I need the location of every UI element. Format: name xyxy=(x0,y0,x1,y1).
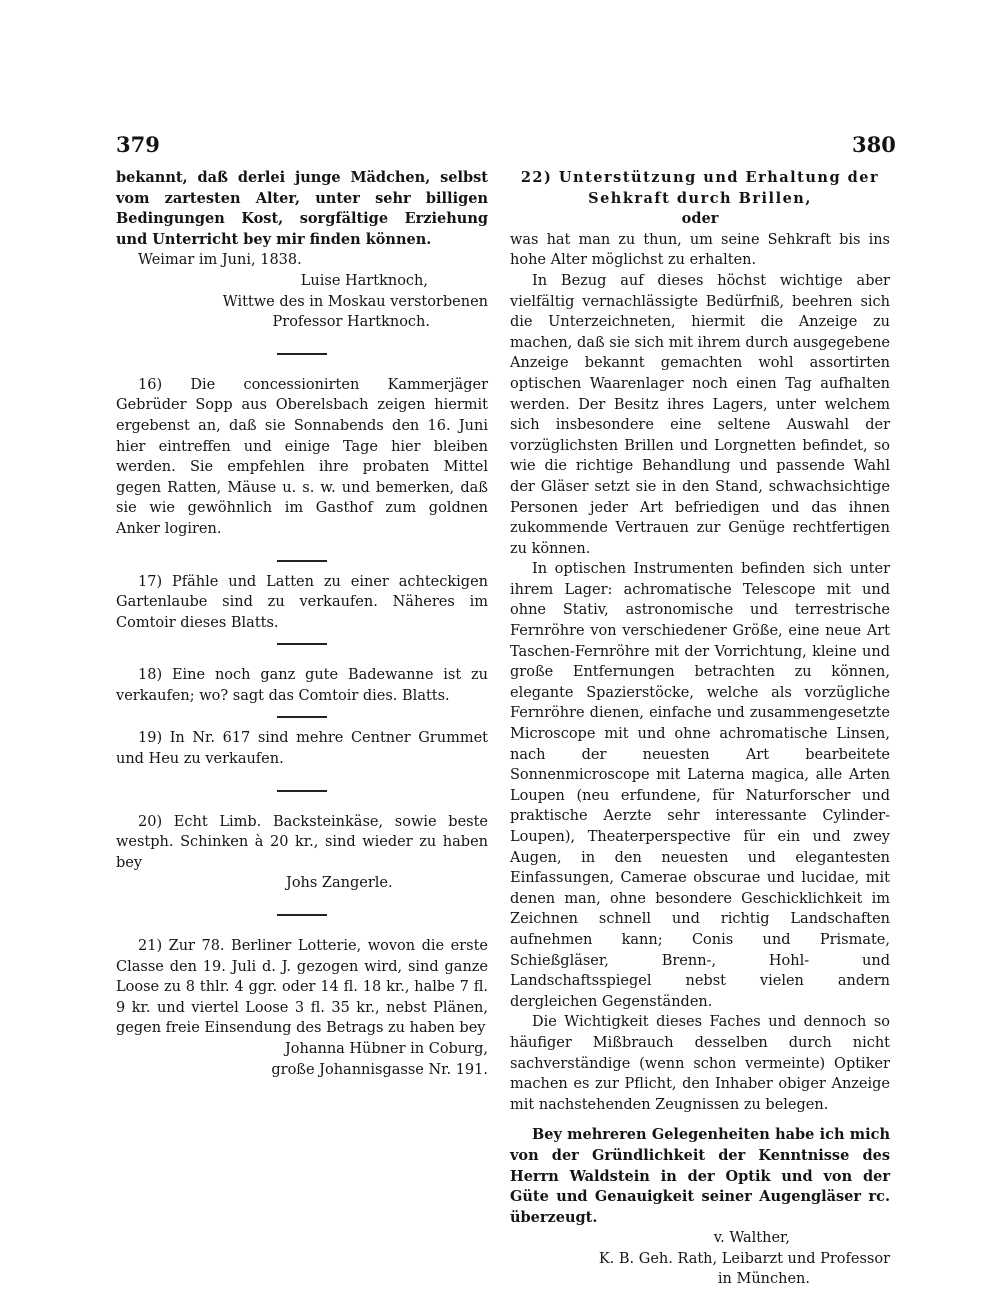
testimonial-signature-2: K. B. Geh. Rath, Leibarzt und Professor xyxy=(598,1250,890,1267)
ad-21: 21) Zur 78. Berliner Lotterie, wovon die erste Classe den 19. Juli d. J. gezogen wird, sind ganze Loose zu 8 thlr. 4 ggr. oder 14 fl. 18 kr., halbe 7 fl. 9 kr. und viertel Loose 3 fl. 35 kr., nebst Plänen, gegen freie Einsendung des Betrags zu haben bey xyxy=(116,938,488,1037)
ad-20-signature: Johs Zangerle. xyxy=(286,875,393,892)
ad-22-paragraph-1: In Bezug auf dieses höchst wichtige aber vielfältig vernachlässigte Bedürfniß, beehren sich die Unterzeichneten, hiermit die Anzeige zu machen, daß sie sich mit ihrem durch ausgegebene Anzeige bekannt gemachten wohl assortirten optischen Waarenlager noch einen Tag aufhalten werden. Der Besitz ihres Lagers, unter welchem sich insbesondere eine seltene Auswahl der vorzüglichsten Brillen und Lorgnetten befindet, so wie die richtige Behandlung und passende Wahl der Gläser setzt sie in den Stand, schwachsichtige Personen jeder Art befriedigen und das ihnen zukommende Vertrauen zur Genüge rechtfertigen zu können. xyxy=(510,272,890,557)
testimonial-signature-3: in München. xyxy=(717,1271,810,1288)
ad-21-signature-2: große Johannisgasse Nr. 191. xyxy=(271,1061,488,1078)
right-column xyxy=(510,168,890,1290)
ad-22-paragraph-3: Die Wichtigkeit dieses Faches und dennoch so häufiger Mißbrauch desselben durch nicht sachverständige (wenn schon vermeinte) Optiker machen es zur Pflicht, den Inhaber obiger Anzeige mit nachstehenden Zeugnissen zu belegen. xyxy=(510,1014,890,1113)
ad-19: 19) In Nr. 617 sind mehre Centner Grummet und Heu zu verkaufen. xyxy=(116,730,488,768)
signature-line-3: Professor Hartknoch. xyxy=(272,314,430,331)
testimonial-signature-1: v. Walther, xyxy=(713,1230,790,1247)
intro-paragraph: bekannt, daß derlei junge Mädchen, selbst vom zartesten Alter, unter sehr billigen Bedingungen Kost, sorgfältige Erziehung und Unterricht bey mir finden können. xyxy=(116,169,488,248)
ad-20: 20) Echt Limb. Backsteinkäse, sowie beste westph. Schinken à 20 kr., sind wieder zu haben bey xyxy=(116,813,488,871)
ad-17: 17) Pfähle und Latten zu einer achteckigen Gartenlaube sind zu verkaufen. Näheres im Comtoir dieses Blatts. xyxy=(116,573,488,631)
ad-18: 18) Eine noch ganz gute Badewanne ist zu verkaufen; wo? sagt das Comtoir dies. Blatts. xyxy=(116,667,488,704)
signature-line-2: Wittwe des in Moskau verstorbenen xyxy=(222,293,488,310)
ad-22-subheading: was hat man zu thun, um seine Sehkraft bis ins hohe Alter möglichst zu erhalten. xyxy=(510,231,890,269)
ad-21-signature-1: Johanna Hübner in Coburg, xyxy=(284,1041,488,1057)
signature-name: Luise Hartknoch, xyxy=(300,272,428,289)
ad-16: 16) Die concessionirten Kammerjäger Gebrüder Sopp aus Oberelsbach zeigen hiermit ergebenst an, daß sie Sonnabends den 16. Juni hier eintreffen und einige Tage hier bleiben werden. Sie empfehlen ihre probaten Mittel gegen Ratten, Mäuse u. s. w. und bemerken, daß sie wie gewöhnlich im Gasthof zum goldnen Anker logiren. xyxy=(116,376,488,537)
page-number-left: 379 xyxy=(116,132,160,157)
left-column xyxy=(116,168,488,1080)
place-date: Weimar im Juni, 1838. xyxy=(138,252,302,269)
ad-22-heading-line-2: Sehkraft durch Brillen, xyxy=(588,189,812,207)
ad-22-paragraph-2: In optischen Instrumenten befinden sich unter ihrem Lager: achromatische Telescope mit und ohne Stativ, astronomische und terrestrische Fernröhre von verschiedener Größe, eine neue Art Taschen-Fernröhre mit der Vorrichtung, kleine und große Entfernungen betrachten zu können, elegante Spazierstöcke, welche als vorzügliche Fernröhre dienen, einfache und zusammengesetzte Microscope mit und ohne achromatische Linsen, nach der neuesten Art bearbeitete Sonnenmicroscope mit Laterna magica, alle Arten Loupen (neu erfundene, für Naturforscher und praktische Aerzte sehr interessante Cylinder-Loupen), Theaterperspective für ein und zwey Augen, in den neuesten und elegantesten Einfassungen, Camerae obscurae und lucidae, mit denen man, ohne besondere Geschicklichkeit im Zeichnen schnell und richtig Landschaften aufnehmen kann; Conis und Prismate, Schießgläser, Brenn-, Hohl- und Landschaftsspiegel nebst vielen andern dergleichen Gegenständen. xyxy=(510,561,890,1010)
page-number-right: 380 xyxy=(852,132,896,157)
ad-22-testimonial: Bey mehreren Gelegenheiten habe ich mich von der Gründlichkeit der Kenntnisse des Herrn Waldstein in der Optik und von der Güte und Genauigkeit seiner Augengläser rc. überzeugt. xyxy=(510,1126,890,1226)
ad-22-heading-line-1: 22) Unterstützung und Erhaltung der xyxy=(520,169,880,186)
ad-22-oder: oder xyxy=(681,210,719,228)
